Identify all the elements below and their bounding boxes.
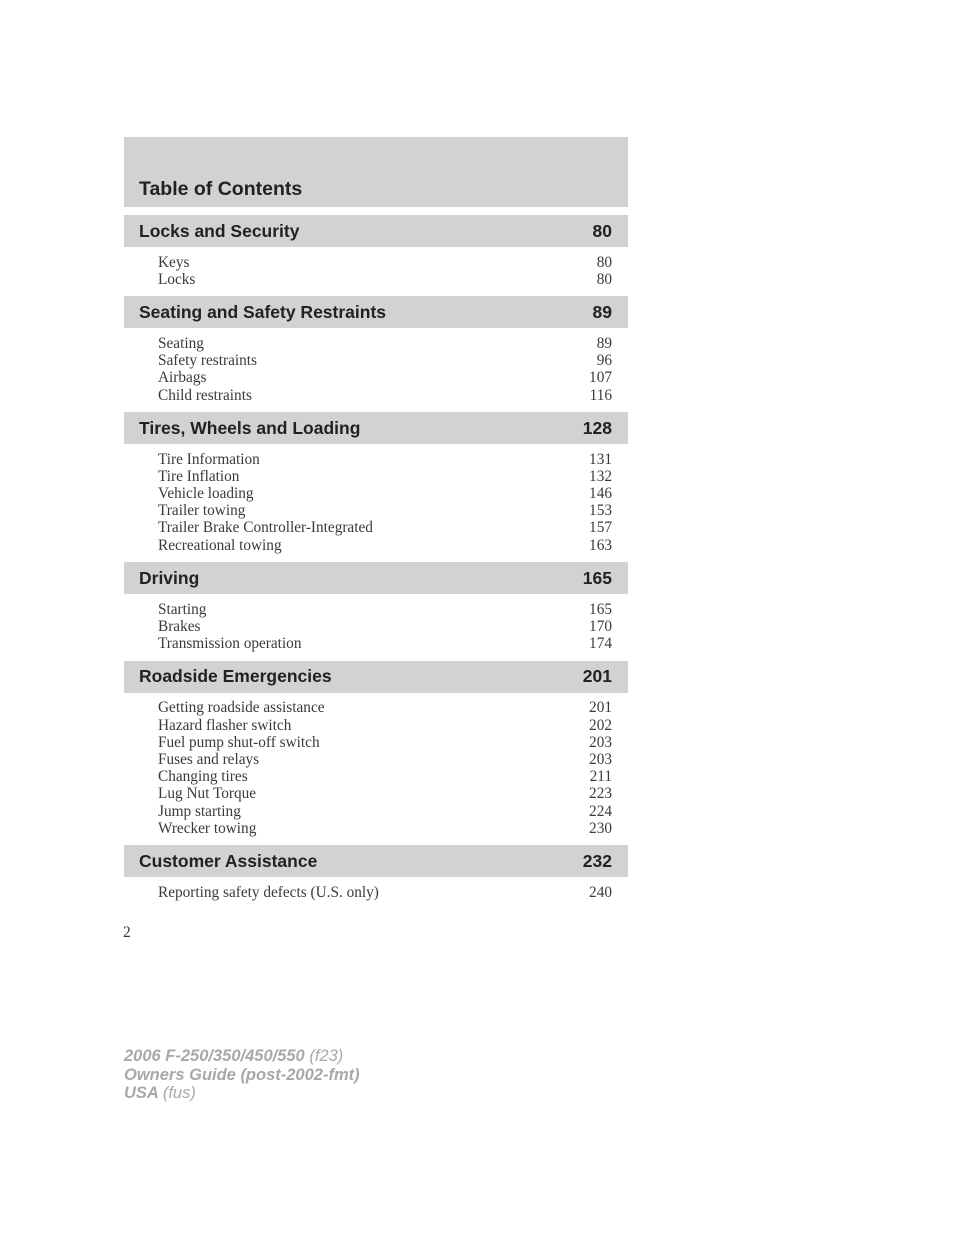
toc-entry[interactable] [158, 751, 612, 768]
section-header[interactable] [124, 562, 628, 594]
toc-entry[interactable] [158, 786, 612, 803]
entry-label: Fuses and relays [158, 750, 260, 768]
section-items [124, 693, 628, 838]
toc-section [124, 562, 628, 653]
entry-page: 116 [589, 386, 612, 404]
footer-line-2: Owners Guide (post-2002-fmt) [124, 1065, 360, 1084]
toc-entry[interactable] [158, 254, 612, 271]
toc-entry[interactable] [158, 335, 612, 352]
entry-label: Hazard flasher switch [158, 716, 292, 734]
entry-label: Keys [158, 253, 190, 271]
entry-label: Jump starting [158, 802, 241, 820]
table-of-contents [124, 137, 628, 902]
footer-model-code: (f23) [309, 1047, 344, 1065]
section-items [124, 444, 628, 554]
entry-label: Getting roadside assistance [158, 699, 325, 717]
section-page: 89 [592, 301, 612, 322]
entry-label: Brakes [158, 618, 201, 636]
section-page: 80 [592, 220, 612, 241]
toc-sections [124, 215, 628, 902]
section-header[interactable] [124, 845, 628, 877]
toc-entry[interactable] [158, 387, 612, 404]
section-page: 201 [582, 666, 612, 687]
toc-entry[interactable] [158, 820, 612, 837]
toc-entry[interactable] [158, 503, 612, 520]
entry-label: Fuel pump shut-off switch [158, 733, 320, 751]
footer-region: USA [124, 1084, 159, 1103]
toc-entry[interactable] [158, 717, 612, 734]
section-page: 232 [582, 850, 612, 871]
entry-page: 163 [589, 536, 612, 554]
toc-entry[interactable] [158, 618, 612, 635]
toc-section [124, 215, 628, 288]
toc-entry[interactable] [158, 468, 612, 485]
entry-label: Child restraints [158, 386, 252, 404]
toc-entry[interactable] [158, 884, 612, 901]
toc-entry[interactable] [158, 520, 612, 537]
entry-label: Locks [158, 270, 196, 288]
toc-entry[interactable] [158, 370, 612, 387]
toc-entry[interactable] [158, 803, 612, 820]
entry-page: 89 [596, 334, 612, 352]
entry-label: Safety restraints [158, 352, 257, 370]
footer-line-1 [124, 1047, 360, 1066]
section-title: Seating and Safety Restraints [139, 301, 387, 322]
section-items [124, 594, 628, 653]
entry-page: 157 [589, 519, 612, 537]
entry-page: 96 [596, 352, 612, 370]
page-title: Table of Contents [139, 178, 303, 200]
entry-page: 223 [589, 785, 612, 803]
footer-region-code: (fus) [162, 1084, 196, 1103]
entry-page: 174 [589, 635, 612, 653]
entry-label: Vehicle loading [158, 485, 254, 503]
entry-page: 230 [589, 819, 612, 837]
footer-line-3 [124, 1084, 360, 1103]
entry-label: Tire Inflation [158, 467, 240, 485]
toc-section [124, 845, 628, 901]
section-header[interactable] [124, 296, 628, 328]
entry-label: Seating [158, 334, 204, 352]
entry-label: Trailer towing [158, 502, 246, 520]
toc-entry[interactable] [158, 700, 612, 717]
entry-label: Airbags [158, 369, 207, 387]
section-items [124, 247, 628, 288]
entry-page: 240 [589, 883, 612, 901]
entry-page: 165 [589, 600, 612, 618]
section-header[interactable] [124, 215, 628, 247]
toc-entry[interactable] [158, 636, 612, 653]
entry-page: 202 [589, 716, 612, 734]
entry-page: 201 [589, 699, 612, 717]
entry-label: Recreational towing [158, 536, 282, 554]
entry-page: 146 [589, 485, 612, 503]
section-title: Customer Assistance [139, 850, 318, 871]
toc-section [124, 296, 628, 404]
section-page: 128 [582, 417, 612, 438]
section-header[interactable] [124, 412, 628, 444]
section-title: Locks and Security [139, 220, 300, 241]
entry-page: 132 [589, 467, 612, 485]
footer-model: 2006 F-250/350/450/550 [124, 1047, 305, 1065]
entry-page: 203 [589, 750, 612, 768]
entry-page: 211 [589, 768, 612, 786]
section-title: Roadside Emergencies [139, 666, 332, 687]
toc-entry[interactable] [158, 451, 612, 468]
toc-entry[interactable] [158, 271, 612, 288]
toc-entry[interactable] [158, 769, 612, 786]
entry-label: Wrecker towing [158, 819, 257, 837]
toc-section [124, 661, 628, 838]
section-page: 165 [582, 567, 612, 588]
toc-entry[interactable] [158, 734, 612, 751]
entry-label: Changing tires [158, 768, 248, 786]
toc-entry[interactable] [158, 601, 612, 618]
entry-label: Trailer Brake Controller-Integrated [158, 519, 373, 537]
section-header[interactable] [124, 661, 628, 693]
section-items [124, 328, 628, 404]
toc-section [124, 412, 628, 554]
entry-page: 170 [589, 618, 612, 636]
entry-page: 224 [589, 802, 612, 820]
page-number: 2 [123, 924, 131, 941]
entry-label: Lug Nut Torque [158, 785, 257, 803]
entry-page: 107 [589, 369, 612, 387]
toc-entry[interactable] [158, 353, 612, 370]
document-footer [124, 1047, 360, 1103]
entry-label: Starting [158, 600, 207, 618]
entry-label: Transmission operation [158, 635, 302, 653]
toc-entry[interactable] [158, 486, 612, 503]
entry-label: Tire Information [158, 450, 260, 468]
entry-label: Reporting safety defects (U.S. only) [158, 883, 379, 901]
entry-page: 203 [589, 733, 612, 751]
toc-title-bar [124, 137, 628, 207]
section-title: Driving [139, 567, 200, 588]
section-items [124, 877, 628, 901]
toc-entry[interactable] [158, 537, 612, 554]
entry-page: 80 [596, 270, 612, 288]
entry-page: 153 [589, 502, 612, 520]
section-title: Tires, Wheels and Loading [139, 417, 361, 438]
entry-page: 131 [589, 450, 612, 468]
entry-page: 80 [596, 253, 612, 271]
